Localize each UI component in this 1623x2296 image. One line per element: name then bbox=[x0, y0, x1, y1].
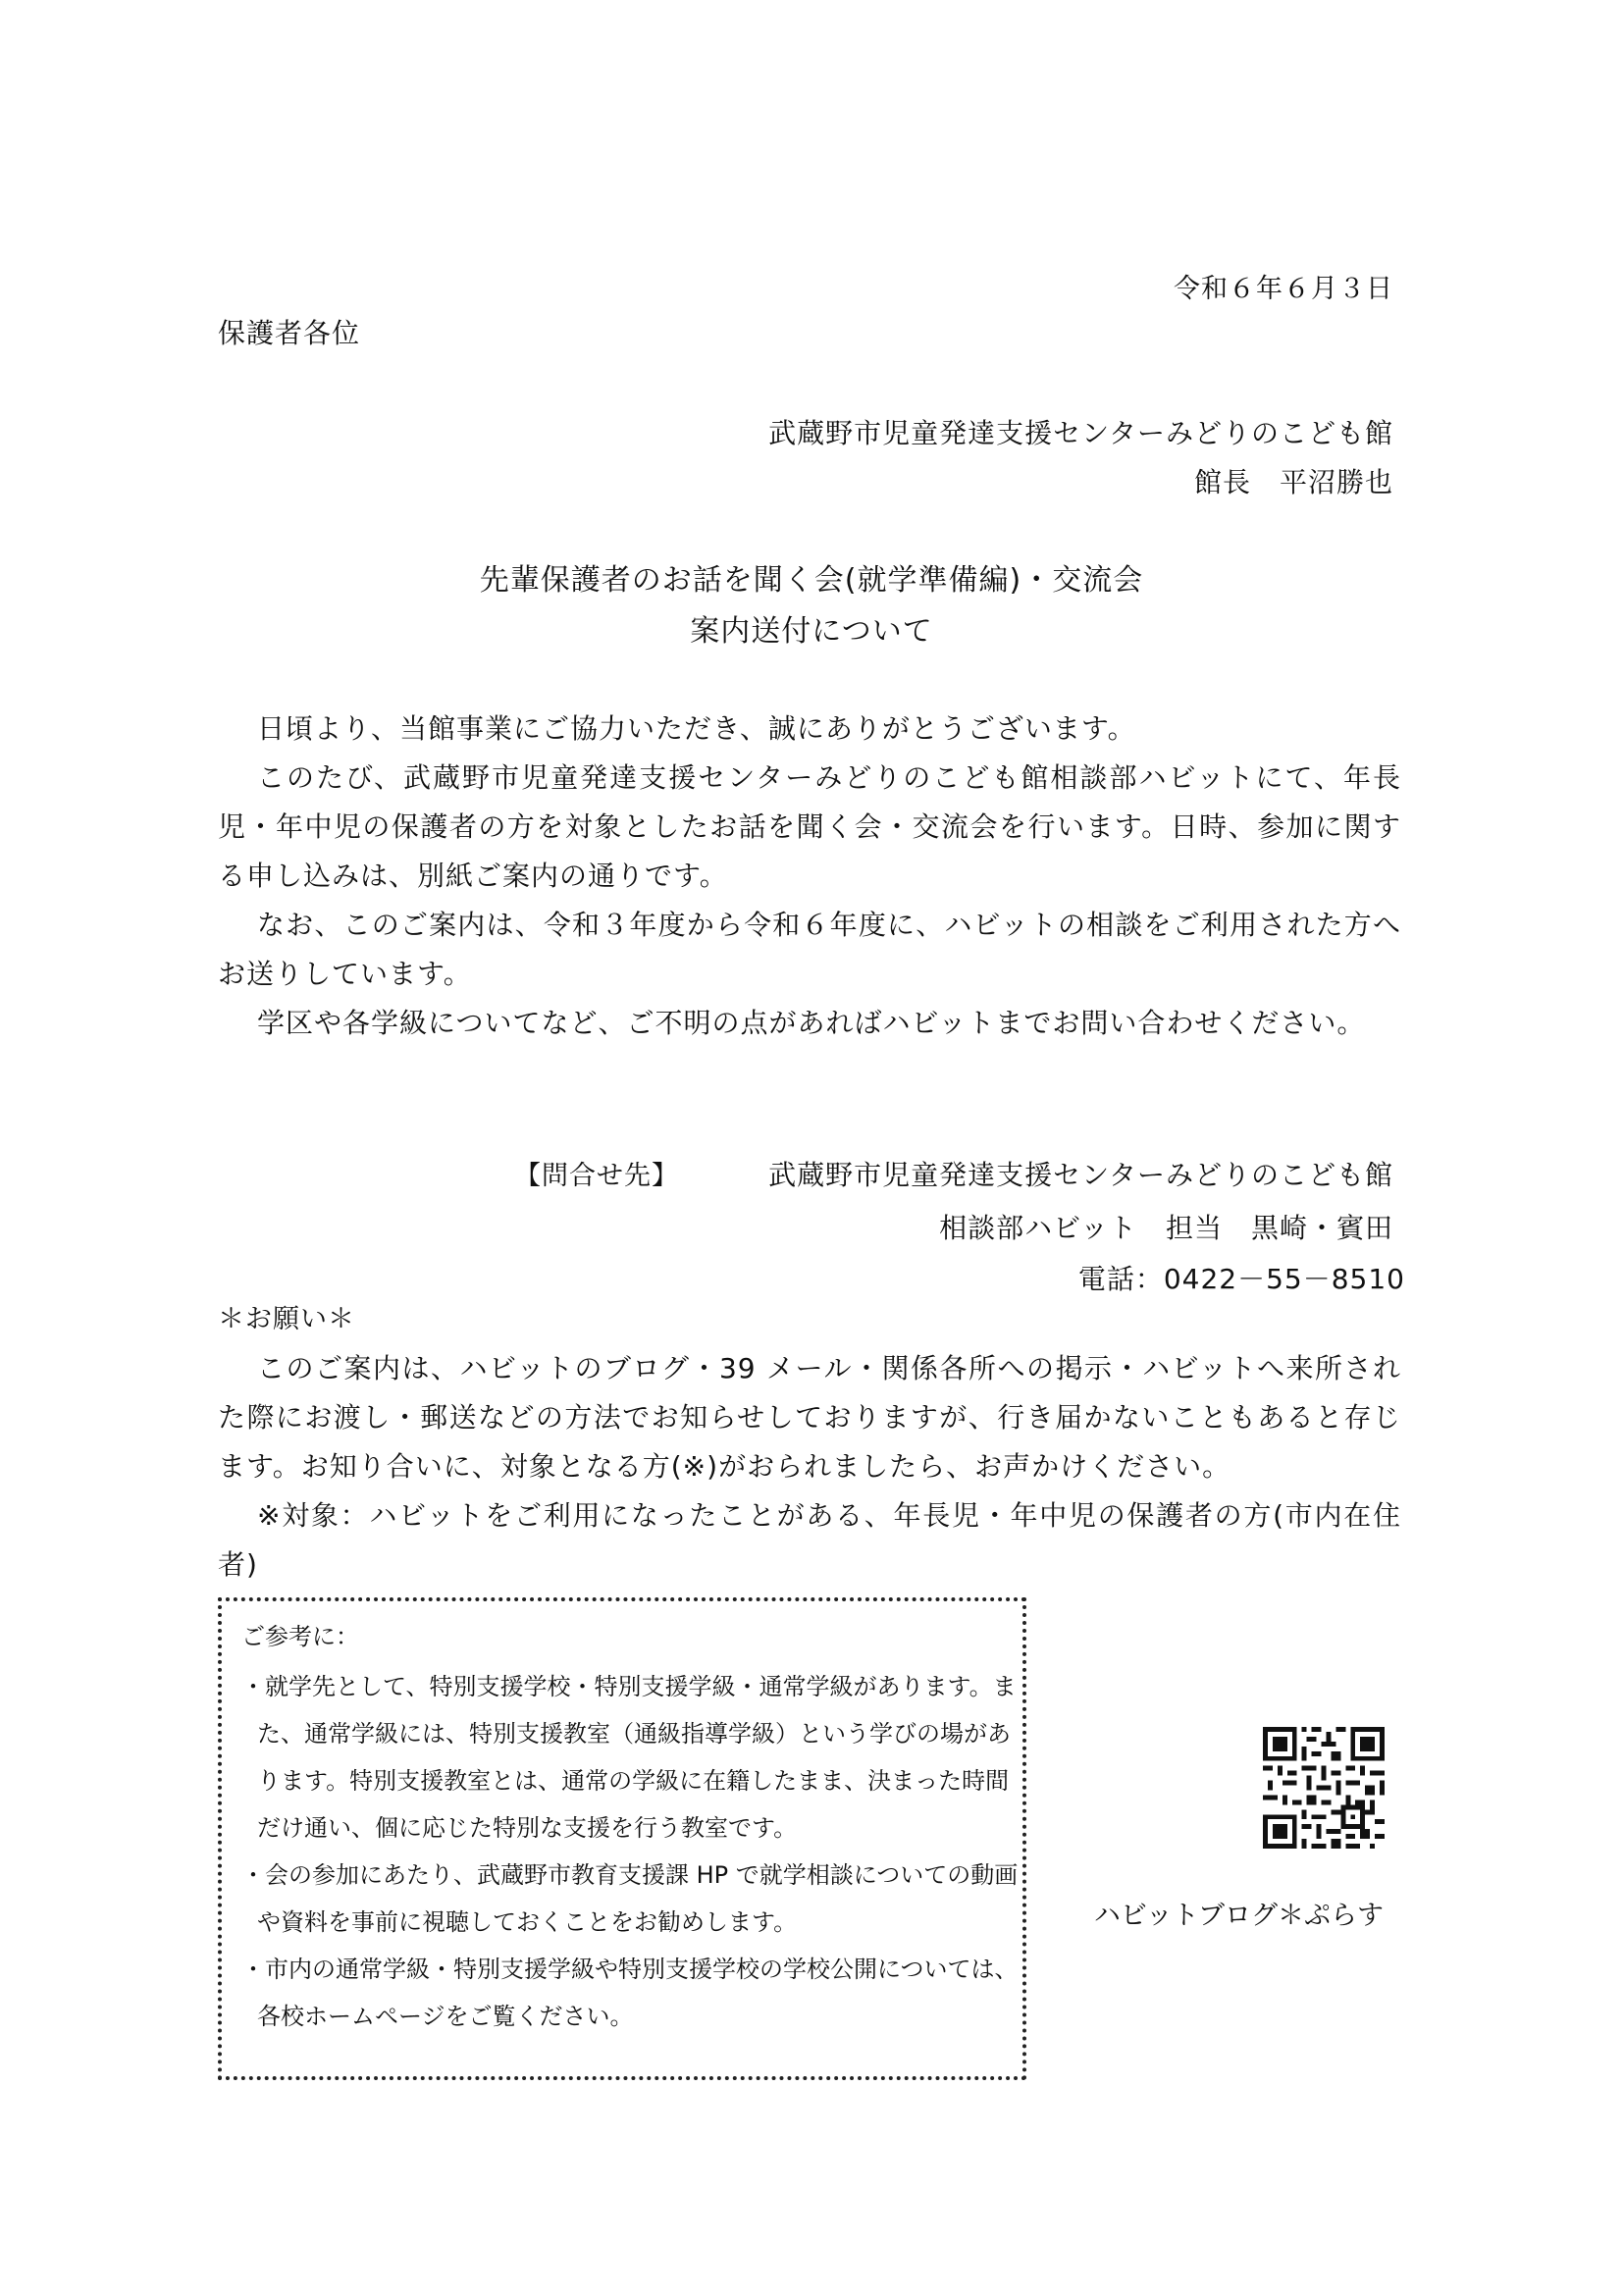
body-paragraph-announcement: このたび、武蔵野市児童発達支援センターみどりのこども館相談部ハビットにて、年長児・年中児の保護者の方を対象としたお話を聞く会・交流会を行います。日時、参加に関する申し込みは、別紙ご案内の通りです。 bbox=[218, 761, 1401, 892]
request-heading: ＊お願い＊ bbox=[218, 1304, 355, 1334]
contact-label: 【問合せ先】 bbox=[514, 1161, 679, 1191]
reference-item: ・就学先として、特別支援学校・特別支援学級・通常学級があります。また、通常学級には、特別支援教室（通級指導学級）という学びの場があります。特別支援教室とは、通常の学級に在籍したまま、決まった時間だけ通い、個に応じた特別な支援を行う教室です。 bbox=[241, 1673, 1017, 1842]
addressee: 保護者各位 bbox=[218, 317, 361, 349]
reference-heading: ご参考に： bbox=[241, 1623, 359, 1650]
sender-director: 館長 平沼勝也 bbox=[1193, 466, 1393, 498]
body-paragraph-inquiries: 学区や各学級についてなど、ご不明の点があればハビットまでお問い合わせください。 bbox=[257, 1007, 1366, 1039]
sender-organization: 武蔵野市児童発達支援センターみどりのこども館 bbox=[768, 417, 1393, 449]
request-target-note: ※対象：ハビットをご利用になったことがある、年長児・年中児の保護者の方(市内在住者) bbox=[218, 1499, 1401, 1581]
request-paragraph: このご案内は、ハビットのブログ・39 メール・関係各所への掲示・ハビットへ来所された際にお渡し・郵送などの方法でお知らせしておりますが、行き届かないこともあると存じます。お知り合いに、対象となる方(※)がおられましたら、お声かけください。 bbox=[218, 1352, 1401, 1483]
body-paragraph-recipients: なお、このご案内は、令和３年度から令和６年度に、ハビットの相談をご利用された方へお送りしています。 bbox=[218, 909, 1401, 990]
reference-item: ・会の参加にあたり、武蔵野市教育支援課 HP で就学相談についての動画や資料を事前に視聴しておくことをお勧めします。 bbox=[241, 1861, 1019, 1936]
contact-phone: 電話：0422－55－8510 bbox=[1077, 1263, 1405, 1295]
document-title: 先輩保護者のお話を聞く会(就学準備編)・交流会 bbox=[479, 563, 1144, 598]
qr-code-icon bbox=[1263, 1727, 1385, 1849]
contact-department: 相談部ハビット 担当 黒崎・賓田 bbox=[939, 1212, 1393, 1244]
document-date: 令和６年６月３日 bbox=[1174, 274, 1393, 304]
contact-organization: 武蔵野市児童発達支援センターみどりのこども館 bbox=[768, 1159, 1393, 1191]
document-subtitle: 案内送付について bbox=[690, 614, 933, 649]
qr-caption: ハビットブログ＊ぷらす bbox=[1093, 1901, 1384, 1931]
body-paragraph-greeting: 日頃より、当館事業にご協力いただき、誠にありがとうございます。 bbox=[257, 712, 1136, 745]
reference-item: ・市内の通常学級・特別支援学級や特別支援学校の学校公開については、各校ホームページをご覧ください。 bbox=[241, 1956, 1019, 2030]
